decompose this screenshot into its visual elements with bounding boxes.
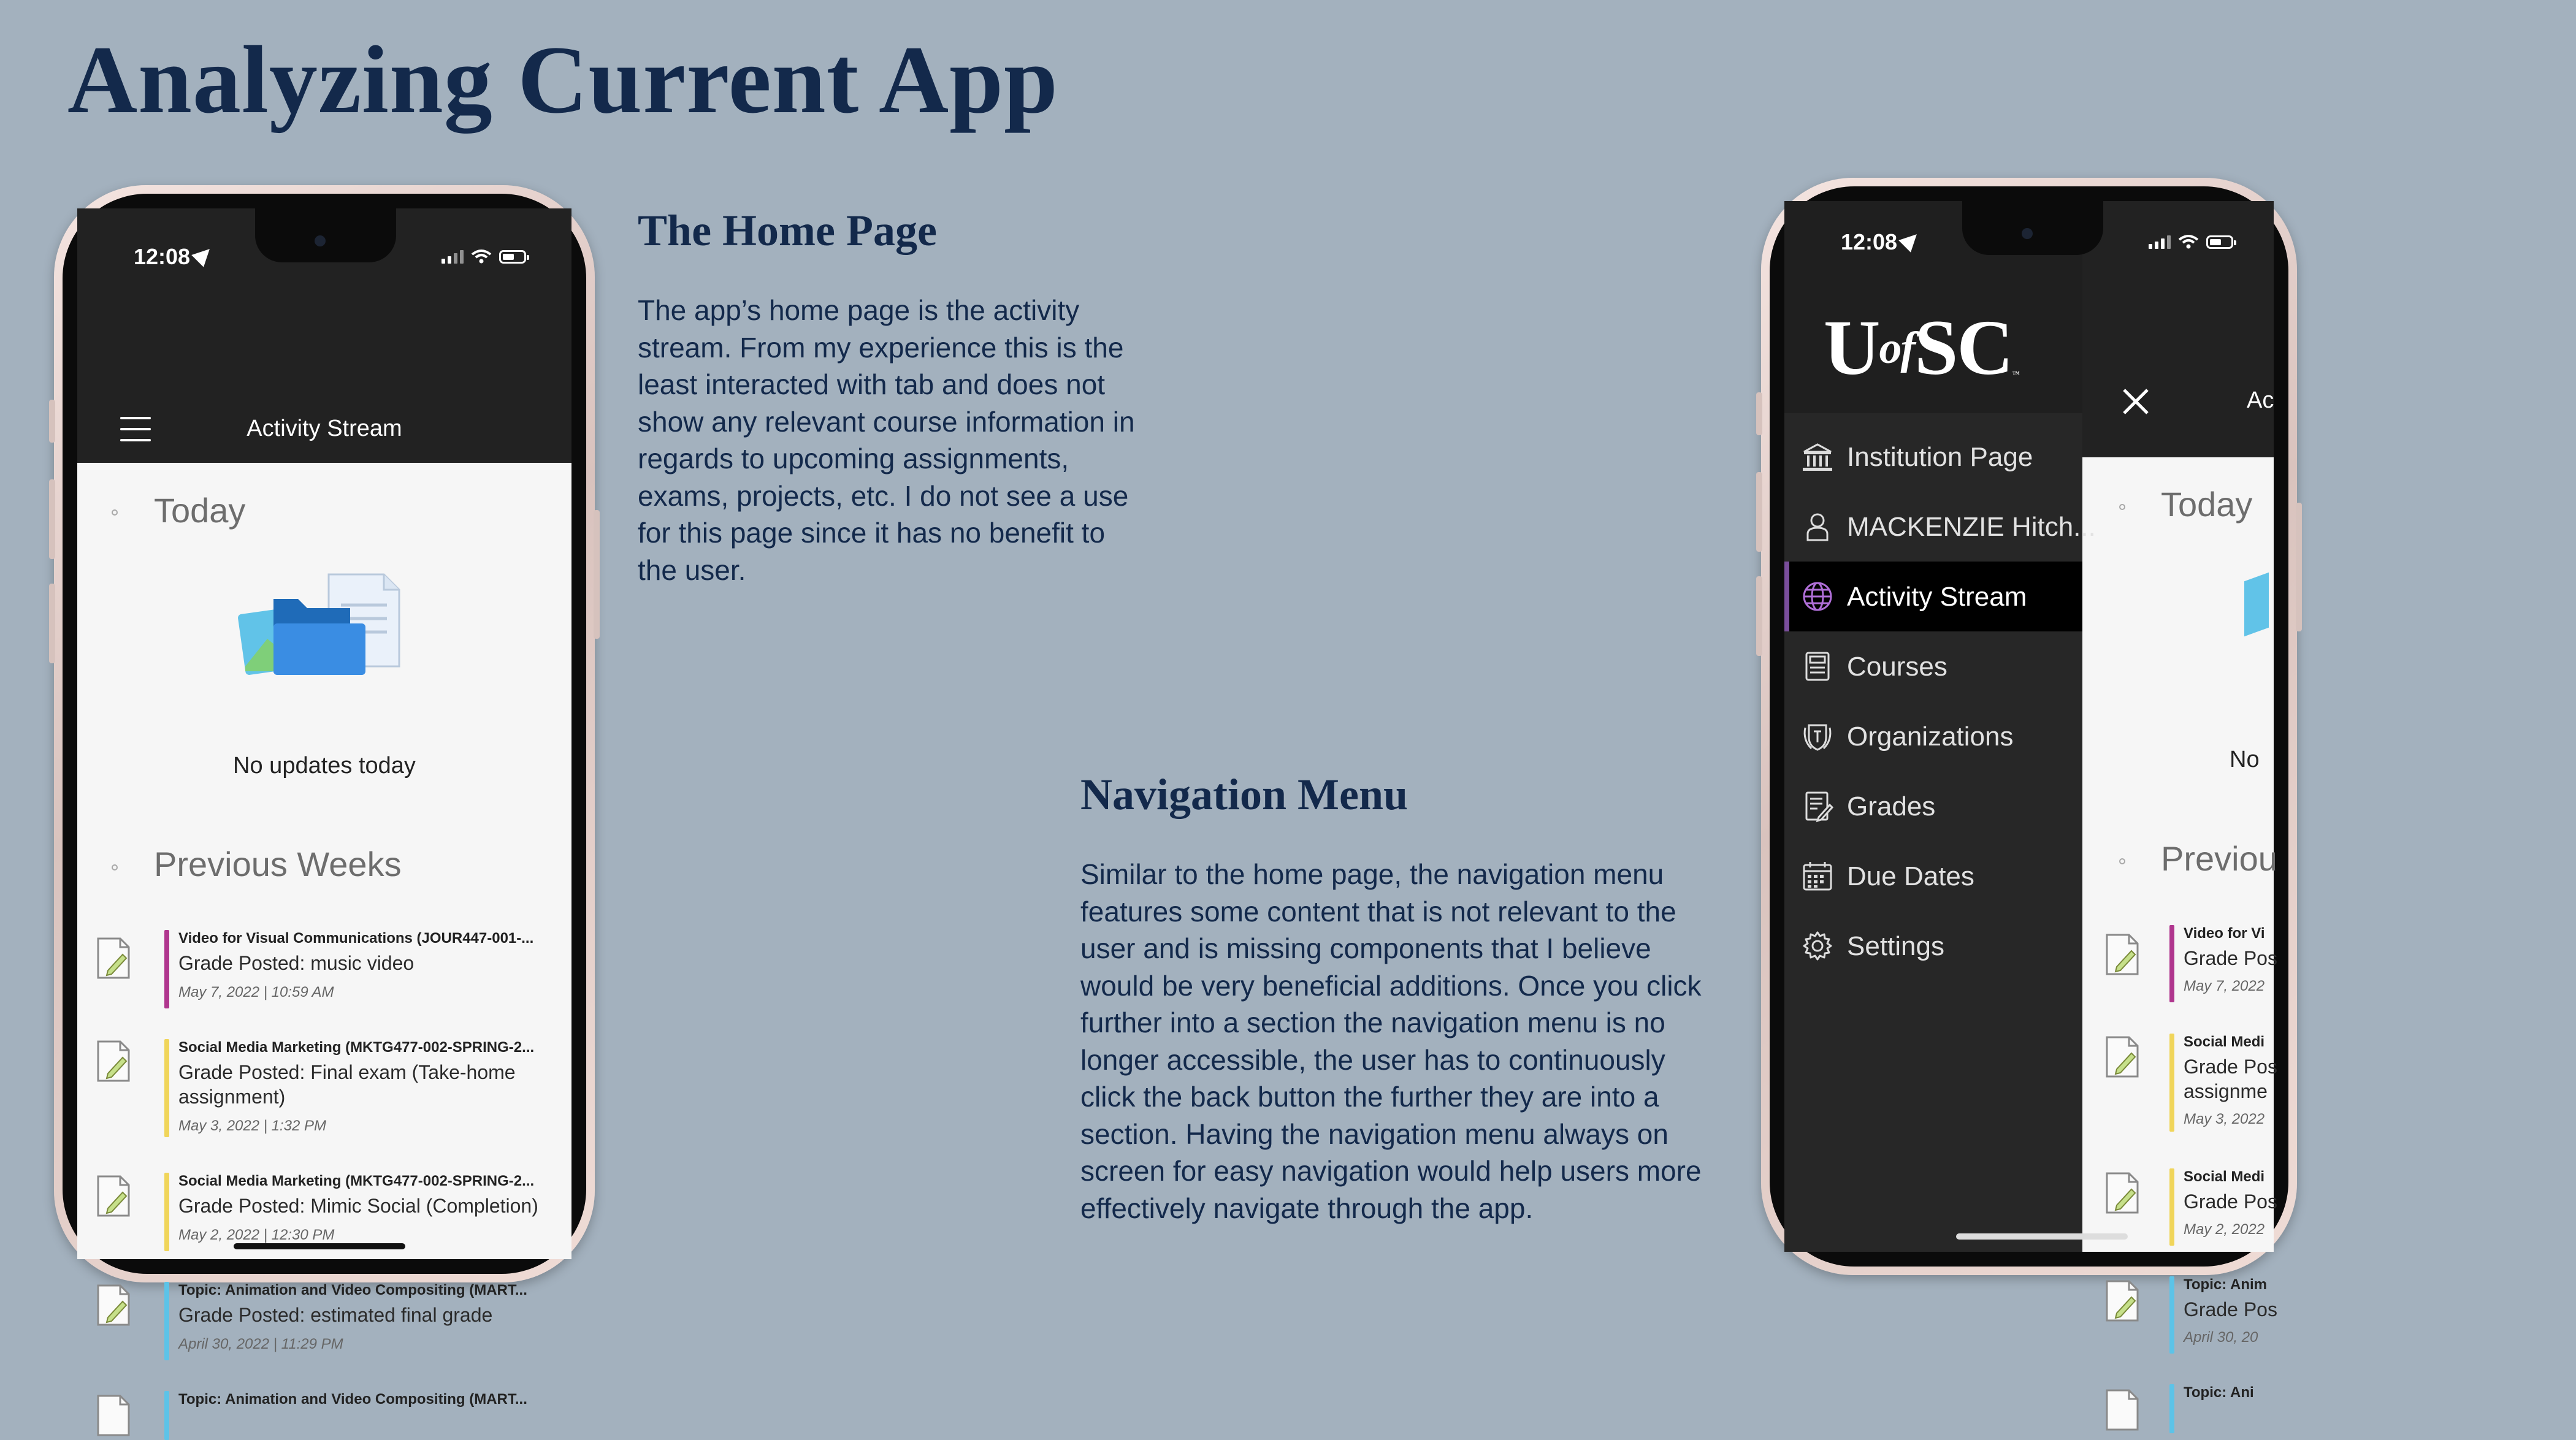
- entry-course-name: Topic: Animation and Video Compositing (MART...: [178, 1391, 527, 1408]
- entry-color-bar: [164, 1173, 169, 1251]
- nav-item-organizations[interactable]: [1784, 701, 2082, 771]
- phone-screen: [77, 208, 571, 1408]
- grades-icon: [1800, 789, 1835, 823]
- entry-date: May 7, 2022: [2184, 978, 2265, 994]
- grade-document-icon: [2104, 932, 2140, 977]
- front-camera: [2022, 228, 2033, 239]
- logo-letters-sc: SC: [1914, 304, 2012, 391]
- timeline-dot: [112, 509, 118, 516]
- stream-entry[interactable]: [77, 1391, 571, 1440]
- entry-date: April 30, 20: [2184, 1329, 2258, 1346]
- activity-stream: [2082, 457, 2277, 1401]
- entry-color-bar: [164, 1039, 169, 1137]
- cellular-signal-icon: [2149, 235, 2171, 249]
- entry-course-name: Social Media Marketing (MKTG477-002-SPRING-2...: [178, 1173, 535, 1189]
- nav-item-label: Organizations: [1847, 722, 2014, 752]
- nav-item-grades[interactable]: [1784, 771, 2082, 841]
- grade-document-icon: [96, 1174, 131, 1218]
- logo-letter-u: U: [1824, 304, 1879, 391]
- entry-date: May 2, 2022 | 12:30 PM: [178, 1227, 335, 1243]
- home-page-heading: The Home Page: [638, 206, 937, 255]
- stream-entry[interactable]: [2082, 925, 2277, 1004]
- stream-entry[interactable]: [2082, 1276, 2277, 1355]
- phone-power-button: [2296, 503, 2302, 631]
- status-time: 12:08: [1841, 229, 1898, 254]
- globe-icon: [1800, 579, 1835, 614]
- entry-course-name: Topic: Anim: [2184, 1276, 2267, 1293]
- activity-stream-behind-menu: [2082, 201, 2277, 1401]
- today-label: Today: [2161, 485, 2253, 524]
- entry-grade-text: Grade Pos: [2184, 1190, 2277, 1213]
- nav-item-label: Due Dates: [1847, 861, 1974, 891]
- logo-trademark: ™: [2012, 370, 2019, 378]
- previous-weeks-label: Previou: [2161, 839, 2277, 878]
- entry-course-name: Video for Visual Communications (JOUR447-001-...: [178, 930, 534, 947]
- empty-folder-icon: [237, 562, 408, 685]
- status-icons: [441, 249, 526, 264]
- grade-document-icon: [96, 936, 131, 980]
- entry-color-bar: [2169, 925, 2174, 1002]
- grade-document-icon: [2104, 1035, 2140, 1079]
- home-page-description: The app’s home page is the activity stream. From my experience this is the least interacted with tab and does not show any relevant course information in regards to upcoming assignments, exams, projects, etc. I do not see a use for this page since it has no benefit to the user.: [638, 294, 1135, 586]
- wifi-icon: [2178, 234, 2199, 249]
- navigation-menu-description: Similar to the home page, the navigation menu features some content that is not relevant to the user and is missing components that I believe would be very beneficial additions. Once you click further into a section the navigation menu is no longer accessible, the user has to continuously click the back button the further they are into a section. Having the navigation menu always on screen for easy navigation would help users more effectively navigate through the app.: [1080, 858, 1702, 1224]
- nav-item-label: Settings: [1847, 931, 1944, 961]
- navigation-menu-heading: Navigation Menu: [1080, 770, 1408, 819]
- entry-date: May 2, 2022: [2184, 1221, 2265, 1238]
- phone-notch: [255, 208, 396, 262]
- logo-of: of: [1879, 323, 1915, 373]
- nav-item-due-dates[interactable]: [1784, 841, 2082, 911]
- timeline-dot: [112, 864, 118, 870]
- nav-item-label: MACKENZIE Hitch...: [1847, 512, 2096, 542]
- grade-document-icon: [96, 1039, 131, 1083]
- calendar-icon: [1800, 859, 1835, 893]
- timeline-dot: [2119, 858, 2125, 864]
- status-icons: [2149, 234, 2233, 249]
- entry-date: May 7, 2022 | 10:59 AM: [178, 984, 334, 1000]
- entry-color-bar: [2169, 1276, 2174, 1354]
- entry-color-bar: [164, 930, 169, 1008]
- app-bar: [77, 208, 571, 463]
- empty-state-message: No: [2230, 747, 2260, 772]
- entry-color-bar: [2169, 1384, 2174, 1433]
- home-indicator: [234, 1243, 405, 1249]
- stream-entry[interactable]: [2082, 1384, 2274, 1433]
- university-logo: [1824, 304, 2019, 391]
- status-time: 12:08: [134, 244, 191, 269]
- entry-grade-text: Grade Posted: estimated final grade: [178, 1304, 493, 1326]
- previous-weeks-label: Previous Weeks: [154, 845, 402, 883]
- phone-volume-up-button: [1756, 472, 1762, 552]
- phone-volume-down-button: [1756, 576, 1762, 656]
- entry-course-name: Social Media Marketing (MKTG477-002-SPRING-2...: [178, 1039, 535, 1056]
- nav-item-label: Activity Stream: [1847, 582, 2027, 612]
- entry-course-name: Topic: Animation and Video Compositing (MART...: [178, 1282, 527, 1298]
- entry-course-name: Topic: Ani: [2184, 1384, 2254, 1401]
- grade-document-icon: [2104, 1279, 2140, 1323]
- nav-item-settings[interactable]: [1784, 911, 2082, 981]
- nav-item-label: Institution Page: [1847, 442, 2033, 472]
- nav-item-courses[interactable]: [1784, 631, 2082, 701]
- entry-date: May 3, 2022 | 1:32 PM: [178, 1118, 327, 1134]
- timeline-dot: [2119, 504, 2125, 510]
- slide-title: Analyzing Current App: [67, 26, 1058, 134]
- stream-entry[interactable]: [77, 1282, 571, 1363]
- entry-color-bar: [2169, 1168, 2174, 1246]
- entry-course-name: Video for Vi: [2184, 925, 2265, 942]
- app-bar-title: Activity Stream: [247, 416, 402, 441]
- entry-course-name: Social Medi: [2184, 1034, 2265, 1050]
- empty-folder-icon-fragment: [2244, 573, 2269, 637]
- entry-grade-text: Grade Pos: [2184, 1056, 2277, 1078]
- phone-volume-up-button: [49, 479, 55, 559]
- empty-state-message: No updates today: [233, 753, 416, 779]
- entry-grade-text: Grade Posted: music video: [178, 952, 415, 974]
- entry-grade-text: Grade Pos: [2184, 1298, 2277, 1320]
- stream-entry[interactable]: [77, 930, 571, 1011]
- activity-stream: [77, 463, 571, 1408]
- battery-icon: [499, 250, 526, 264]
- entry-color-bar: [2169, 1034, 2174, 1132]
- today-label: Today: [154, 491, 246, 530]
- navigation-drawer: [1784, 201, 2096, 1252]
- phone-screen: [1784, 201, 2277, 1401]
- app-bar-title-clipped: Ac: [2247, 387, 2274, 413]
- grade-document-icon: [96, 1283, 131, 1327]
- entry-grade-text: Grade Pos: [2184, 947, 2277, 969]
- entry-color-bar: [164, 1391, 169, 1440]
- location-arrow-icon: [191, 243, 216, 267]
- entry-grade-text: Grade Posted: Final exam (Take-home assignment): [178, 1061, 516, 1108]
- phone-side-button: [49, 400, 55, 443]
- grade-document-icon: [2104, 1171, 2140, 1215]
- battery-icon: [2206, 235, 2233, 249]
- phone-navigation-menu: [1761, 178, 2297, 1401]
- nav-item-label: Courses: [1847, 652, 1947, 682]
- cellular-signal-icon: [441, 250, 464, 264]
- stream-entry[interactable]: [2082, 1034, 2277, 1137]
- phone-notch: [1962, 201, 2103, 255]
- phone-activity-stream: [54, 185, 595, 1408]
- entry-course-name: Social Medi: [2184, 1168, 2265, 1185]
- phone-power-button: [594, 510, 600, 639]
- gear-icon: [1800, 929, 1835, 963]
- nav-item-activity-stream[interactable]: [1784, 562, 2082, 631]
- institution-icon: [1800, 440, 1835, 474]
- nav-item-institution-page[interactable]: [1784, 422, 2082, 492]
- entry-date: May 3, 2022: [2184, 1111, 2265, 1127]
- entry-grade-text-continued: assignme: [2184, 1080, 2268, 1102]
- entry-date: April 30, 2022 | 11:29 PM: [178, 1336, 343, 1352]
- organizations-icon: [1800, 719, 1835, 753]
- entry-color-bar: [164, 1282, 169, 1360]
- courses-icon: [1800, 649, 1835, 684]
- wifi-icon: [471, 249, 492, 264]
- front-camera: [315, 235, 326, 246]
- nav-item-label: Grades: [1847, 791, 1936, 821]
- grade-document-icon: [2104, 1388, 2140, 1432]
- phone-volume-down-button: [49, 584, 55, 663]
- phone-side-button: [1756, 392, 1762, 435]
- close-menu-button[interactable]: [2122, 387, 2150, 416]
- user-icon: [1800, 509, 1835, 544]
- nav-item-profile[interactable]: [1784, 492, 2096, 562]
- grade-document-icon: [96, 1393, 131, 1438]
- home-indicator: [1956, 1233, 2128, 1240]
- stream-entry[interactable]: [77, 1039, 571, 1145]
- entry-grade-text: Grade Posted: Mimic Social (Completion): [178, 1195, 538, 1217]
- stream-entry[interactable]: [77, 1173, 571, 1254]
